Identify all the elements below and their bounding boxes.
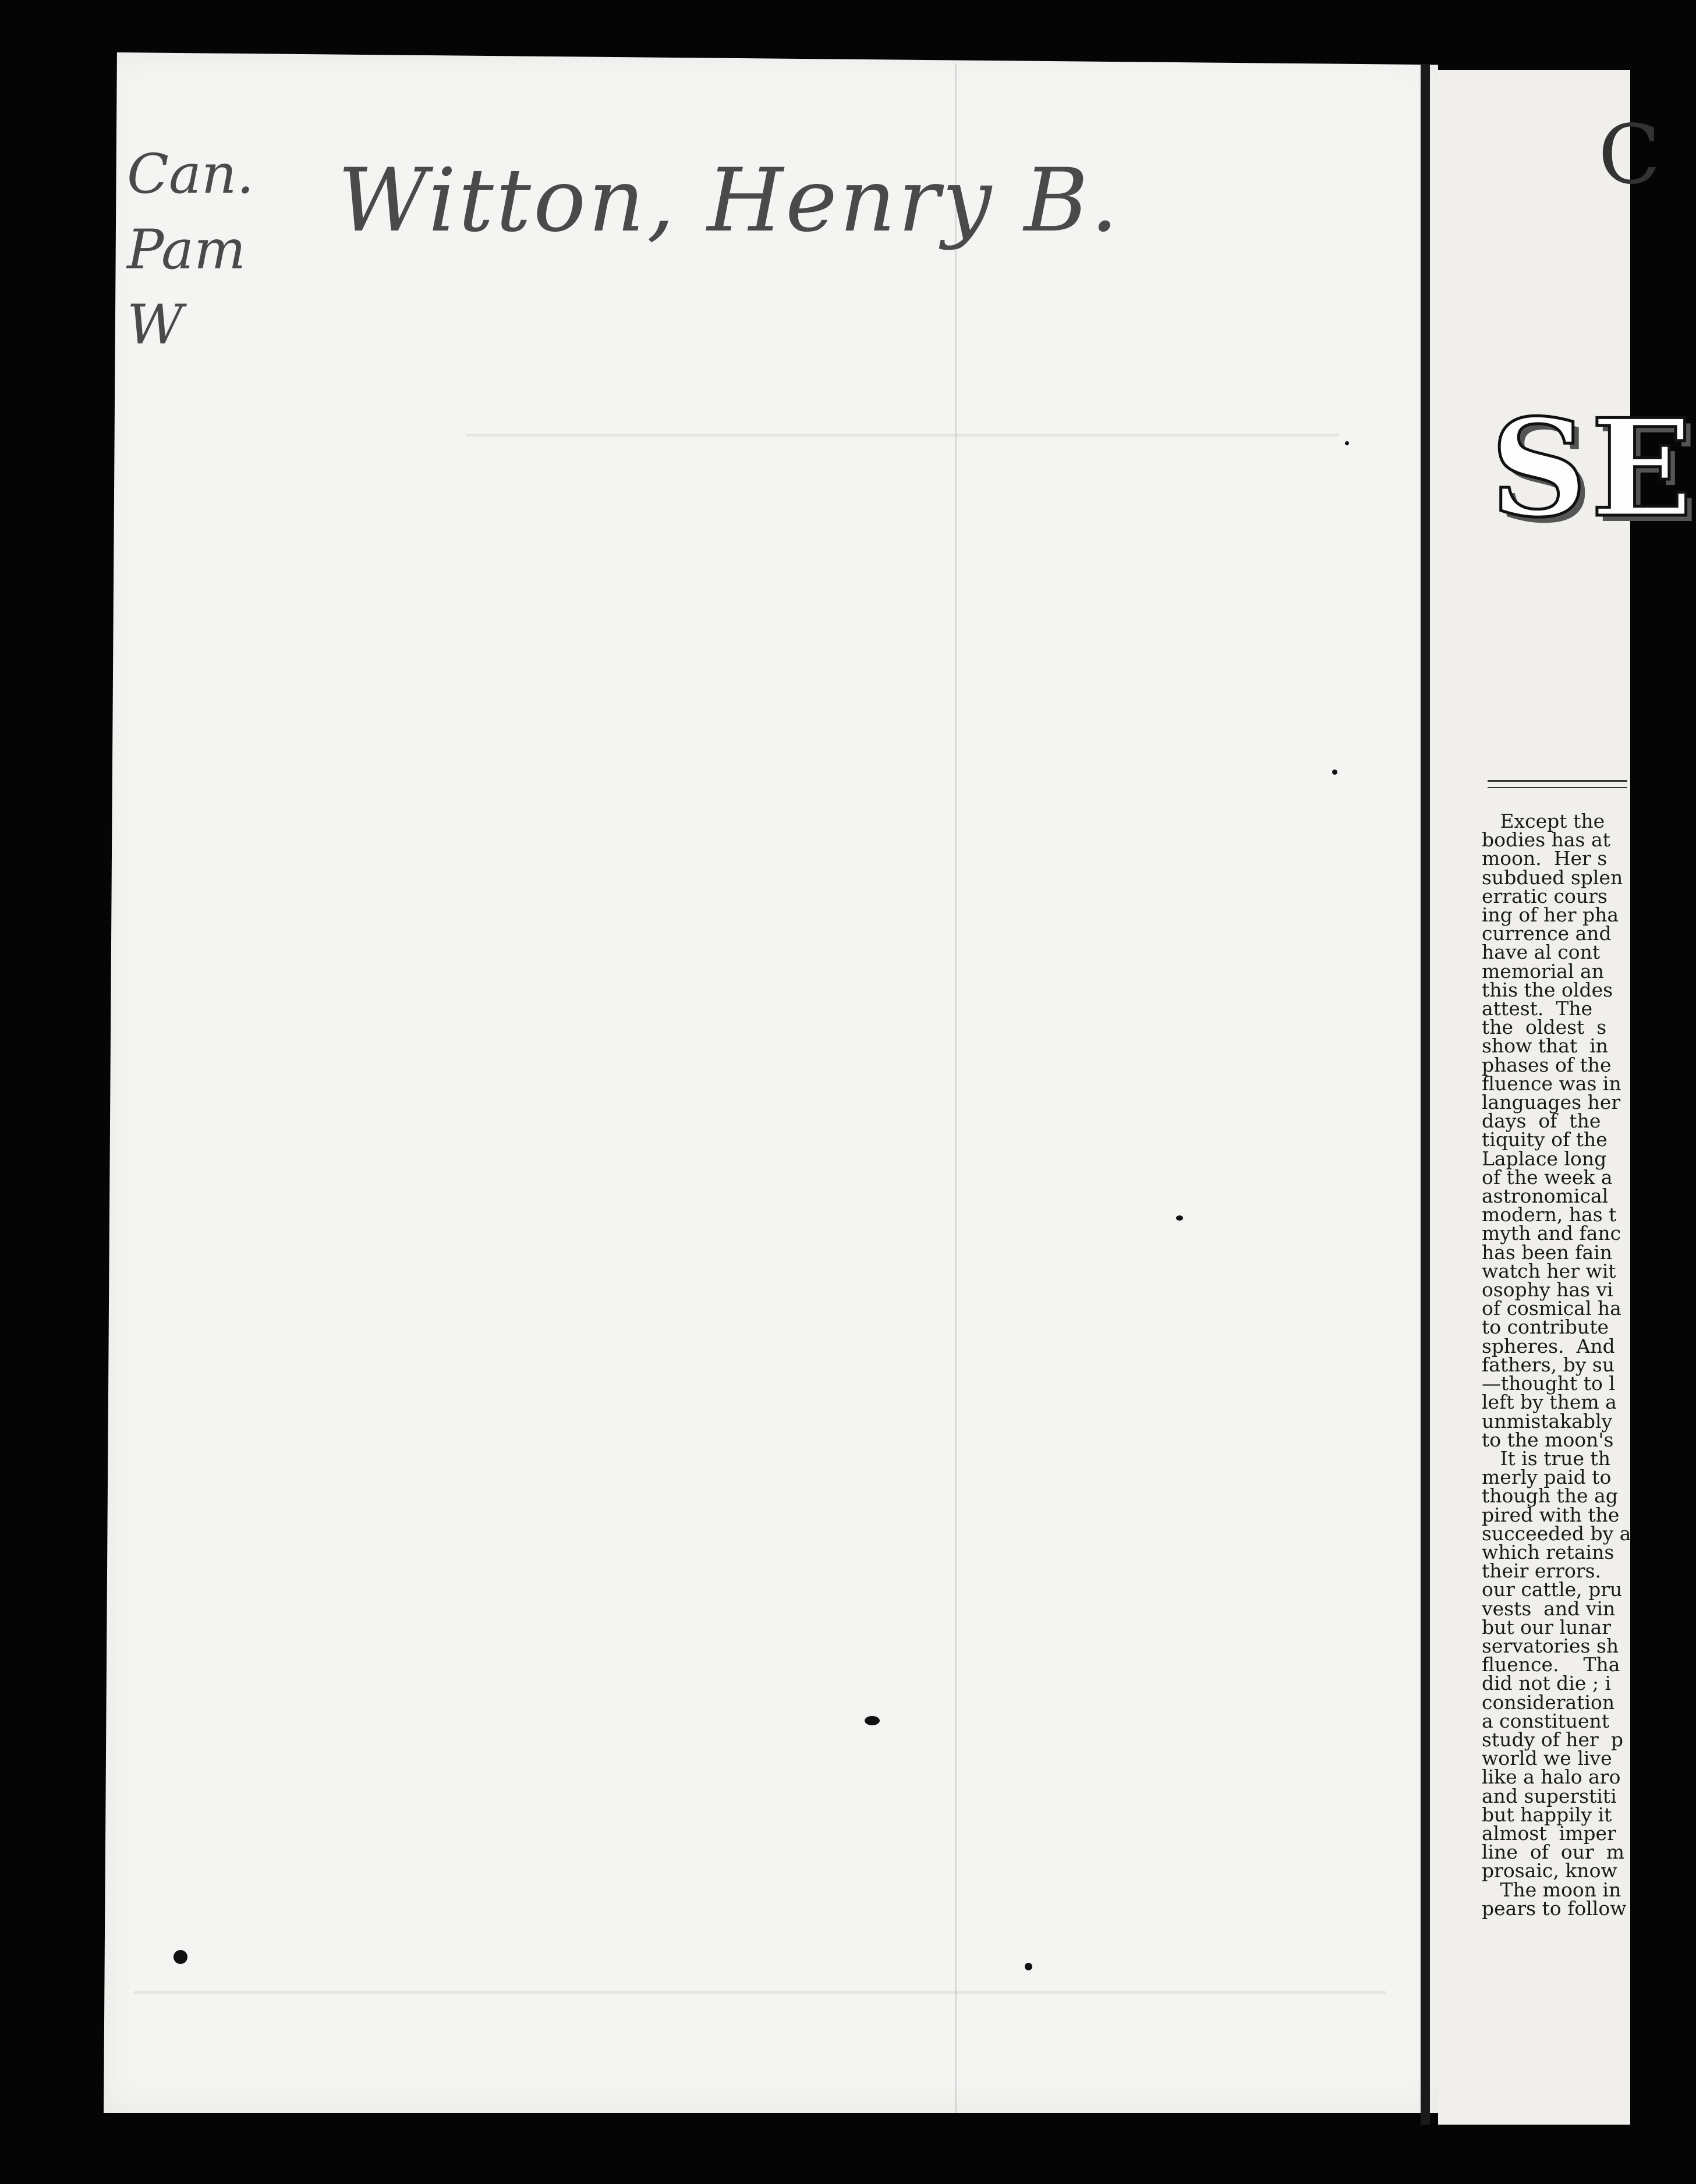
- text-line: pired with the: [1482, 1503, 1620, 1526]
- ink-speck: [1345, 441, 1349, 445]
- ink-speck: [174, 1950, 187, 1964]
- text-line: days of the: [1482, 1109, 1601, 1133]
- text-line: consideration: [1482, 1690, 1615, 1714]
- text-line: unmistakably: [1482, 1409, 1613, 1433]
- ink-speck: [1025, 1963, 1032, 1970]
- text-line: study of her p: [1482, 1728, 1623, 1751]
- text-line: myth and fanc: [1482, 1222, 1621, 1245]
- text-line: The moon in: [1482, 1878, 1621, 1901]
- title-rule: [1488, 780, 1627, 782]
- text-line: which retains: [1482, 1540, 1614, 1563]
- text-line: and superstiti: [1482, 1784, 1617, 1807]
- text-line: spheres. And: [1482, 1334, 1615, 1357]
- text-line: succeeded by a: [1482, 1522, 1631, 1545]
- text-line: though the ag: [1482, 1484, 1618, 1508]
- text-line: to contribute: [1482, 1316, 1609, 1339]
- text-line: but happily it: [1482, 1803, 1612, 1826]
- ink-speck: [1176, 1215, 1183, 1221]
- text-line: modern, has t: [1482, 1203, 1617, 1226]
- text-line: did not die ; i: [1482, 1672, 1612, 1695]
- text-line: watch her wit: [1482, 1259, 1616, 1282]
- text-line: our cattle, pru: [1482, 1578, 1623, 1601]
- text-line: of cosmical ha: [1482, 1297, 1621, 1320]
- text-line: like a halo aro: [1482, 1765, 1621, 1789]
- text-line: Laplace long: [1482, 1147, 1607, 1170]
- text-line: pears to follow: [1482, 1896, 1627, 1920]
- text-line: ing of her pha: [1482, 903, 1619, 927]
- text-line: bodies has at: [1482, 828, 1610, 852]
- text-line: have al cont: [1482, 941, 1601, 964]
- text-line: erratic cours: [1482, 884, 1608, 907]
- text-line: left by them a: [1482, 1391, 1617, 1414]
- corner-letter: C: [1598, 108, 1661, 203]
- text-line: of the week a: [1482, 1165, 1613, 1189]
- text-line: this the oldes: [1482, 978, 1613, 1001]
- text-line: languages her: [1482, 1091, 1621, 1114]
- text-line: the oldest s: [1482, 1016, 1607, 1039]
- handwritten-author-name: Witton, Henry B.: [338, 150, 1121, 251]
- text-line: tiquity of the: [1482, 1128, 1608, 1151]
- text-line: almost imper: [1482, 1821, 1616, 1845]
- text-line: fluence. Tha: [1482, 1653, 1620, 1676]
- text-line: memorial an: [1482, 959, 1604, 983]
- title-rule: [1488, 787, 1627, 788]
- article-body-text: [1482, 812, 1639, 1918]
- text-line: Except the: [1482, 810, 1605, 832]
- text-line: prosaic, know: [1482, 1859, 1617, 1882]
- text-line: vests and vin: [1482, 1597, 1616, 1620]
- text-line: line of our m: [1482, 1841, 1625, 1864]
- handwritten-call-number: Can. Pam W: [127, 143, 254, 357]
- faded-print-band: [466, 434, 1339, 437]
- fold-crease: [955, 64, 957, 2113]
- text-line: a constituent: [1482, 1709, 1610, 1732]
- decorative-title-fragment: SE: [1490, 390, 1696, 547]
- text-line: but our lunar: [1482, 1615, 1612, 1639]
- text-line: world we live: [1482, 1747, 1612, 1770]
- text-line: has been fain: [1482, 1240, 1612, 1264]
- text-line: their errors.: [1482, 1559, 1602, 1583]
- text-line: servatories sh: [1482, 1634, 1619, 1657]
- text-line: moon. Her s: [1482, 847, 1608, 870]
- text-line: merly paid to: [1482, 1466, 1612, 1489]
- text-line: It is true th: [1482, 1446, 1611, 1470]
- text-line: attest. The: [1482, 997, 1593, 1020]
- text-line: to the moon's: [1482, 1428, 1614, 1451]
- text-line: show that in: [1482, 1034, 1609, 1058]
- text-line: fluence was in: [1482, 1072, 1621, 1095]
- ink-speck: [865, 1716, 880, 1725]
- text-line: astronomical: [1482, 1185, 1609, 1208]
- text-line: phases of the: [1482, 1053, 1612, 1076]
- blank-leaf: [104, 52, 1438, 2113]
- faded-print-band: [134, 1991, 1386, 1994]
- text-line: —thought to l: [1482, 1372, 1615, 1395]
- text-line: osophy has vi: [1482, 1278, 1613, 1302]
- page-gutter: [1421, 64, 1430, 2125]
- ink-speck: [1332, 770, 1337, 775]
- text-line: currence and: [1482, 922, 1612, 945]
- text-line: fathers, by su: [1482, 1353, 1615, 1376]
- text-line: subdued splen: [1482, 866, 1623, 889]
